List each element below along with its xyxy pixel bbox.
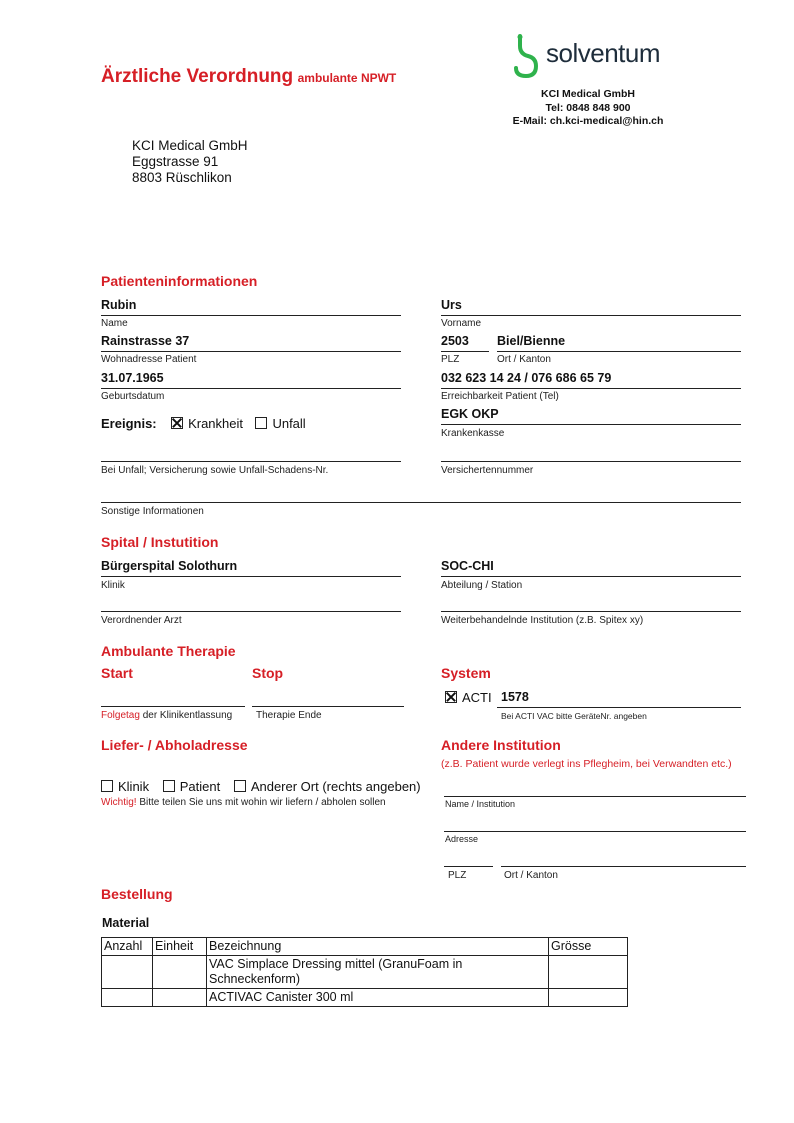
department-value[interactable]: SOC-CHI xyxy=(441,559,494,573)
patient-name-label: Name xyxy=(101,318,128,329)
form-title-sub: ambulante NPWT xyxy=(297,71,397,85)
department-line xyxy=(441,576,741,577)
event-row xyxy=(101,415,306,433)
doctor-label: Verordnender Arzt xyxy=(101,615,182,626)
followup-label: Weiterbehandelnde Institution (z.B. Spitex xy) xyxy=(441,615,644,626)
patient-vorname-label: Vorname xyxy=(441,318,482,329)
clinic-line xyxy=(101,576,401,577)
column-header-anzahl: Anzahl xyxy=(102,938,153,956)
other-institution-plz-line[interactable] xyxy=(444,866,493,867)
therapy-stop-line[interactable] xyxy=(252,706,404,707)
patient-name-value[interactable]: Rubin xyxy=(101,298,137,312)
patient-name-line xyxy=(101,315,401,316)
other-info-line[interactable] xyxy=(101,502,741,503)
therapy-start-line[interactable] xyxy=(101,706,245,707)
followup-line[interactable] xyxy=(441,611,741,612)
checkbox-checked-icon[interactable] xyxy=(445,691,457,703)
patient-insurer-value[interactable]: EGK OKP xyxy=(441,407,499,421)
therapy-start-label: Start xyxy=(101,665,133,681)
patient-birthdate-label: Geburtsdatum xyxy=(101,391,165,402)
other-institution-address-line[interactable] xyxy=(444,831,746,832)
recipient-line3: 8803 Rüschlikon xyxy=(132,170,232,185)
other-institution-name-label: Name / Institution xyxy=(445,799,516,809)
event-option-unfall[interactable]: Unfall xyxy=(255,416,305,431)
section-hospital-title: Spital / Instutition xyxy=(101,534,219,550)
patient-plz-label: PLZ xyxy=(441,354,460,365)
patient-address-line xyxy=(101,351,401,352)
therapy-stop-sub: Therapie Ende xyxy=(256,710,322,721)
checkbox-icon[interactable] xyxy=(101,780,113,792)
cell-groesse[interactable] xyxy=(549,956,628,989)
patient-phone-value[interactable]: 032 623 14 24 / 076 686 65 79 xyxy=(441,371,612,385)
system-label: System xyxy=(441,665,491,681)
checkbox-icon[interactable] xyxy=(163,780,175,792)
form-title-main: Ärztliche Verordnung xyxy=(101,66,294,87)
accident-label: Bei Unfall; Versicherung sowie Unfall-Schadens-Nr. xyxy=(101,465,329,476)
therapy-start-sub: Folgetag der Klinikentlassung xyxy=(101,710,233,721)
clinic-label: Klinik xyxy=(101,580,125,591)
therapy-stop-label: Stop xyxy=(252,665,284,681)
material-label: Material xyxy=(102,916,150,930)
department-label: Abteilung / Station xyxy=(441,580,523,591)
section-patient-title: Patienteninformationen xyxy=(101,273,258,289)
other-institution-ort-label: Ort / Kanton xyxy=(504,870,558,881)
delivery-option-klinik[interactable]: Klinik xyxy=(101,779,149,794)
form-title xyxy=(101,66,396,88)
patient-birthdate-line xyxy=(101,388,401,389)
patient-phone-label: Erreichbarkeit Patient (Tel) xyxy=(441,391,559,402)
patient-birthdate-value[interactable]: 31.07.1965 xyxy=(101,371,164,385)
cell-einheit[interactable] xyxy=(153,989,207,1007)
recipient-line1: KCI Medical GmbH xyxy=(132,138,248,153)
checkbox-icon[interactable] xyxy=(255,417,267,429)
system-note: Bei ACTI VAC bitte GeräteNr. angeben xyxy=(501,711,647,721)
cell-bezeichnung[interactable]: VAC Simplace Dressing mittel (GranuFoam in Schneckenform) xyxy=(207,956,549,989)
cell-anzahl[interactable] xyxy=(102,989,153,1007)
company-name: KCI Medical GmbH xyxy=(541,88,635,100)
patient-plz-value[interactable]: 2503 xyxy=(441,334,469,348)
insured-number-label: Versichertennummer xyxy=(441,465,534,476)
patient-ort-value[interactable]: Biel/Bienne xyxy=(497,334,566,348)
cell-groesse[interactable] xyxy=(549,989,628,1007)
cell-bezeichnung[interactable]: ACTIVAC Canister 300 ml xyxy=(207,989,549,1007)
delivery-options xyxy=(101,779,421,794)
delivery-warning: Wichtig! Bitte teilen Sie uns mit wohin wir liefern / abholen sollen xyxy=(101,797,386,808)
patient-insurer-label: Krankenkasse xyxy=(441,428,505,439)
logo-s-icon xyxy=(508,34,542,78)
insured-number-line[interactable] xyxy=(441,461,741,462)
table-header-row xyxy=(102,938,628,956)
other-institution-plz-label: PLZ xyxy=(448,870,467,881)
cell-einheit[interactable] xyxy=(153,956,207,989)
patient-plz-line xyxy=(441,351,489,352)
section-delivery-title: Liefer- / Abholadresse xyxy=(101,737,248,753)
table-row[interactable] xyxy=(102,956,628,989)
other-institution-address-label: Adresse xyxy=(445,834,479,844)
patient-address-label: Wohnadresse Patient xyxy=(101,354,197,365)
event-option-krankheit[interactable]: Krankheit xyxy=(171,416,243,431)
patient-ort-line xyxy=(497,351,741,352)
doctor-line[interactable] xyxy=(101,611,401,612)
event-label: Ereignis: xyxy=(101,416,157,431)
delivery-option-patient[interactable]: Patient xyxy=(163,779,220,794)
recipient-line2: Eggstrasse 91 xyxy=(132,154,219,169)
table-row[interactable] xyxy=(102,989,628,1007)
other-institution-note: (z.B. Patient wurde verlegt ins Pflegheim, bei Verwandten etc.) xyxy=(441,758,732,770)
logo-text: solventum xyxy=(546,38,660,68)
company-phone: Tel: 0848 848 900 xyxy=(545,102,631,114)
delivery-option-other[interactable]: Anderer Ort (rechts angeben) xyxy=(234,779,421,794)
patient-vorname-value[interactable]: Urs xyxy=(441,298,462,312)
section-order-title: Bestellung xyxy=(101,886,173,902)
material-table xyxy=(101,937,628,1007)
company-email[interactable]: E-Mail: ch.kci-medical@hin.ch xyxy=(512,115,664,127)
recipient-address xyxy=(132,138,248,186)
other-institution-ort-line[interactable] xyxy=(501,866,746,867)
accident-line[interactable] xyxy=(101,461,401,462)
other-info-label: Sonstige Informationen xyxy=(101,506,204,517)
checkbox-icon[interactable] xyxy=(234,780,246,792)
other-institution-name-line[interactable] xyxy=(444,796,746,797)
section-therapy-title: Ambulante Therapie xyxy=(101,643,236,659)
patient-vorname-line xyxy=(441,315,741,316)
system-option-acti[interactable]: ACTI xyxy=(445,690,492,705)
patient-address-value[interactable]: Rainstrasse 37 xyxy=(101,334,190,348)
system-number-value[interactable]: 1578 xyxy=(501,690,529,704)
patient-ort-label: Ort / Kanton xyxy=(497,354,551,365)
column-header-groesse: Grösse xyxy=(549,938,628,956)
patient-insurer-line xyxy=(441,424,741,425)
column-header-einheit: Einheit xyxy=(153,938,207,956)
system-number-line xyxy=(497,707,741,708)
cell-anzahl[interactable] xyxy=(102,956,153,989)
section-other-institution-title: Andere Institution xyxy=(441,737,561,753)
clinic-value[interactable]: Bürgerspital Solothurn xyxy=(101,559,238,573)
checkbox-checked-icon[interactable] xyxy=(171,417,183,429)
column-header-bezeichnung: Bezeichnung xyxy=(207,938,549,956)
patient-phone-line xyxy=(441,388,741,389)
